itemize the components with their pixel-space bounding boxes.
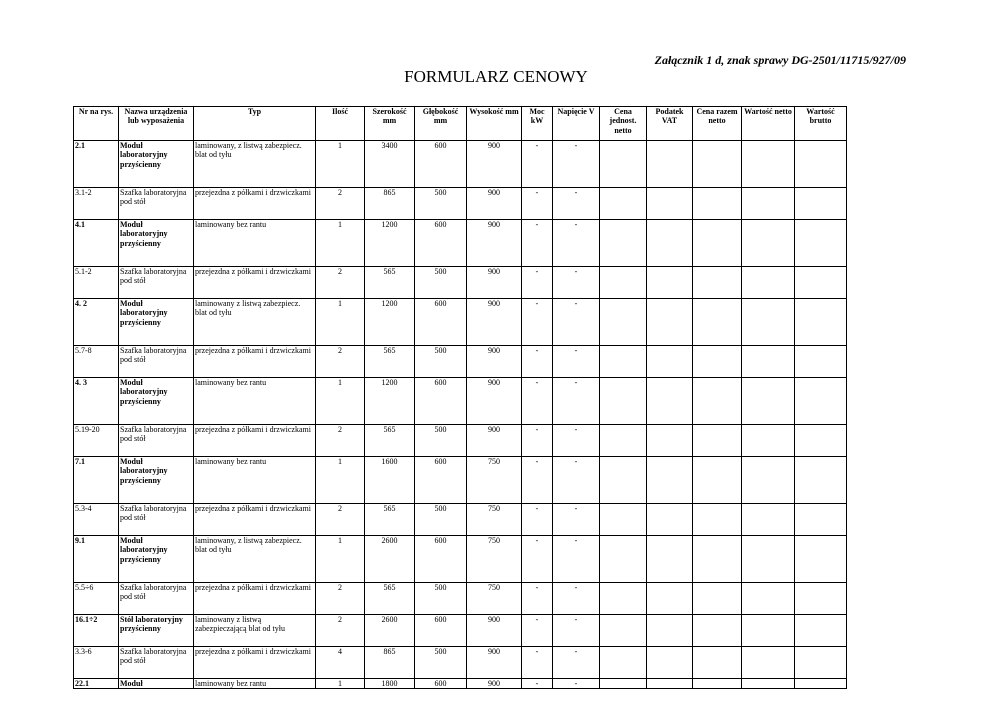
item-type-cell: laminowany z listwą zabezpieczającą blat od tyłu: [194, 615, 316, 647]
unit-price-cell[interactable]: [600, 378, 647, 425]
item-name-cell: Moduł laboratoryjny przyścienny: [119, 141, 194, 188]
row-number-cell: 4. 2: [74, 299, 119, 346]
value-net-cell[interactable]: [742, 679, 795, 689]
width-cell: 2600: [365, 615, 415, 647]
price-form-table: [73, 106, 847, 689]
table-row: [74, 346, 847, 378]
width-cell: 565: [365, 425, 415, 457]
value-net-cell[interactable]: [742, 583, 795, 615]
value-gross-cell[interactable]: [795, 425, 847, 457]
quantity-cell: 2: [316, 346, 365, 378]
item-type-cell: laminowany bez rantu: [194, 378, 316, 425]
row-number-cell: 7.1: [74, 457, 119, 504]
voltage-cell: -: [553, 583, 600, 615]
item-name-cell: Szafka laboratoryjna pod stół: [119, 583, 194, 615]
power-cell: -: [522, 536, 553, 583]
row-number-cell: 2.1: [74, 141, 119, 188]
height-cell: 900: [467, 220, 522, 267]
table-header-row: [74, 107, 847, 141]
unit-price-cell[interactable]: [600, 188, 647, 220]
quantity-cell: 1: [316, 536, 365, 583]
quantity-cell: 1: [316, 141, 365, 188]
col-ilosc-header: Ilość: [316, 107, 365, 141]
table-body: [74, 141, 847, 689]
unit-price-cell[interactable]: [600, 615, 647, 647]
row-number-cell: 4. 3: [74, 378, 119, 425]
quantity-cell: 2: [316, 425, 365, 457]
quantity-cell: 2: [316, 188, 365, 220]
depth-cell: 600: [415, 141, 467, 188]
height-cell: 900: [467, 679, 522, 689]
width-cell: 565: [365, 267, 415, 299]
table-row: [74, 141, 847, 188]
value-gross-cell[interactable]: [795, 615, 847, 647]
depth-cell: 500: [415, 346, 467, 378]
row-number-cell: 9.1: [74, 536, 119, 583]
quantity-cell: 1: [316, 378, 365, 425]
row-number-cell: 5.5÷6: [74, 583, 119, 615]
col-napiecie-header: Napięcie V: [553, 107, 600, 141]
col-nr-header: Nr na rys.: [74, 107, 119, 141]
item-name-cell: Moduł laboratoryjny przyścienny: [119, 536, 194, 583]
col-cena-jedn-header: Cena jednost. netto: [600, 107, 647, 141]
table-row: [74, 504, 847, 536]
total-net-cell[interactable]: [693, 299, 742, 346]
voltage-cell: -: [553, 188, 600, 220]
depth-cell: 500: [415, 583, 467, 615]
vat-cell[interactable]: [647, 536, 693, 583]
height-cell: 750: [467, 504, 522, 536]
height-cell: 900: [467, 647, 522, 679]
vat-cell[interactable]: [647, 647, 693, 679]
vat-cell[interactable]: [647, 504, 693, 536]
value-net-cell[interactable]: [742, 188, 795, 220]
total-net-cell[interactable]: [693, 425, 742, 457]
value-net-cell[interactable]: [742, 615, 795, 647]
depth-cell: 600: [415, 615, 467, 647]
height-cell: 750: [467, 583, 522, 615]
total-net-cell[interactable]: [693, 346, 742, 378]
power-cell: -: [522, 378, 553, 425]
col-cena-razem-header: Cena razem netto: [693, 107, 742, 141]
col-szerokosc-header: Szerokość mm: [365, 107, 415, 141]
table-row: [74, 267, 847, 299]
value-net-cell[interactable]: [742, 536, 795, 583]
voltage-cell: -: [553, 679, 600, 689]
quantity-cell: 1: [316, 457, 365, 504]
depth-cell: 500: [415, 267, 467, 299]
row-number-cell: 5.7-8: [74, 346, 119, 378]
col-nazwa-header: Nazwa urządzenia lub wyposażenia: [119, 107, 194, 141]
vat-cell[interactable]: [647, 378, 693, 425]
total-net-cell[interactable]: [693, 141, 742, 188]
depth-cell: 500: [415, 188, 467, 220]
col-moc-header: Moc kW: [522, 107, 553, 141]
unit-price-cell[interactable]: [600, 220, 647, 267]
row-number-cell: 5.19-20: [74, 425, 119, 457]
table-row: [74, 583, 847, 615]
table-row: [74, 299, 847, 346]
height-cell: 900: [467, 141, 522, 188]
item-name-cell: Moduł laboratoryjny przyścienny: [119, 457, 194, 504]
value-gross-cell[interactable]: [795, 504, 847, 536]
height-cell: 750: [467, 457, 522, 504]
table-row: [74, 220, 847, 267]
vat-cell[interactable]: [647, 425, 693, 457]
width-cell: 3400: [365, 141, 415, 188]
unit-price-cell[interactable]: [600, 425, 647, 457]
total-net-cell[interactable]: [693, 583, 742, 615]
item-name-cell: Moduł laboratoryjny przyścienny: [119, 299, 194, 346]
item-name-cell: Moduł: [119, 679, 194, 689]
item-name-cell: Szafka laboratoryjna pod stół: [119, 504, 194, 536]
vat-cell[interactable]: [647, 188, 693, 220]
item-name-cell: Szafka laboratoryjna pod stół: [119, 346, 194, 378]
width-cell: 2600: [365, 536, 415, 583]
voltage-cell: -: [553, 346, 600, 378]
table-row: [74, 378, 847, 425]
item-name-cell: Szafka laboratoryjna pod stół: [119, 188, 194, 220]
depth-cell: 600: [415, 536, 467, 583]
voltage-cell: -: [553, 378, 600, 425]
row-number-cell: 22.1: [74, 679, 119, 689]
quantity-cell: 4: [316, 647, 365, 679]
total-net-cell[interactable]: [693, 267, 742, 299]
value-gross-cell[interactable]: [795, 536, 847, 583]
power-cell: -: [522, 647, 553, 679]
power-cell: -: [522, 679, 553, 689]
value-net-cell[interactable]: [742, 647, 795, 679]
item-name-cell: Szafka laboratoryjna pod stół: [119, 647, 194, 679]
col-wartosc-brutto-header: Wartość brutto: [795, 107, 847, 141]
col-typ-header: Typ: [194, 107, 316, 141]
voltage-cell: -: [553, 647, 600, 679]
voltage-cell: -: [553, 615, 600, 647]
table-row: [74, 425, 847, 457]
voltage-cell: -: [553, 220, 600, 267]
total-net-cell[interactable]: [693, 378, 742, 425]
item-name-cell: Moduł laboratoryjny przyścienny: [119, 220, 194, 267]
table-row: [74, 679, 847, 689]
vat-cell[interactable]: [647, 220, 693, 267]
width-cell: 1600: [365, 457, 415, 504]
power-cell: -: [522, 615, 553, 647]
col-wartosc-netto-header: Wartość netto: [742, 107, 795, 141]
total-net-cell[interactable]: [693, 647, 742, 679]
depth-cell: 600: [415, 679, 467, 689]
unit-price-cell[interactable]: [600, 299, 647, 346]
col-glebokosc-header: Głębokość mm: [415, 107, 467, 141]
height-cell: 900: [467, 615, 522, 647]
value-gross-cell[interactable]: [795, 583, 847, 615]
vat-cell[interactable]: [647, 141, 693, 188]
power-cell: -: [522, 425, 553, 457]
power-cell: -: [522, 141, 553, 188]
vat-cell[interactable]: [647, 679, 693, 689]
item-type-cell: przejezdna z półkami i drzwiczkami: [194, 188, 316, 220]
voltage-cell: -: [553, 457, 600, 504]
height-cell: 900: [467, 378, 522, 425]
quantity-cell: 2: [316, 615, 365, 647]
item-type-cell: przejezdna z półkami i drzwiczkami: [194, 647, 316, 679]
unit-price-cell[interactable]: [600, 141, 647, 188]
power-cell: -: [522, 457, 553, 504]
value-net-cell[interactable]: [742, 220, 795, 267]
total-net-cell[interactable]: [693, 504, 742, 536]
quantity-cell: 2: [316, 504, 365, 536]
voltage-cell: -: [553, 504, 600, 536]
unit-price-cell[interactable]: [600, 679, 647, 689]
value-gross-cell[interactable]: [795, 346, 847, 378]
depth-cell: 600: [415, 378, 467, 425]
item-type-cell: przejezdna z półkami i drzwiczkami: [194, 504, 316, 536]
height-cell: 900: [467, 188, 522, 220]
power-cell: -: [522, 346, 553, 378]
item-type-cell: laminowany bez rantu: [194, 220, 316, 267]
value-gross-cell[interactable]: [795, 457, 847, 504]
width-cell: 565: [365, 346, 415, 378]
table-row: [74, 647, 847, 679]
vat-cell[interactable]: [647, 457, 693, 504]
power-cell: -: [522, 299, 553, 346]
unit-price-cell[interactable]: [600, 457, 647, 504]
width-cell: 565: [365, 583, 415, 615]
value-net-cell[interactable]: [742, 346, 795, 378]
table-row: [74, 188, 847, 220]
item-name-cell: Szafka laboratoryjna pod stół: [119, 425, 194, 457]
depth-cell: 500: [415, 504, 467, 536]
quantity-cell: 2: [316, 583, 365, 615]
row-number-cell: 5.3-4: [74, 504, 119, 536]
item-type-cell: laminowany z listwą zabezpiecz. blat od tyłu: [194, 299, 316, 346]
depth-cell: 600: [415, 457, 467, 504]
width-cell: 865: [365, 647, 415, 679]
height-cell: 750: [467, 536, 522, 583]
vat-cell[interactable]: [647, 267, 693, 299]
value-gross-cell[interactable]: [795, 141, 847, 188]
voltage-cell: -: [553, 299, 600, 346]
vat-cell[interactable]: [647, 615, 693, 647]
depth-cell: 600: [415, 220, 467, 267]
width-cell: 1200: [365, 220, 415, 267]
item-name-cell: Stół laboratoryjny przyścienny: [119, 615, 194, 647]
vat-cell[interactable]: [647, 583, 693, 615]
height-cell: 900: [467, 425, 522, 457]
quantity-cell: 1: [316, 679, 365, 689]
item-type-cell: laminowany bez rantu: [194, 679, 316, 689]
col-wysokosc-header: Wysokość mm: [467, 107, 522, 141]
item-name-cell: Moduł laboratoryjny przyścienny: [119, 378, 194, 425]
item-type-cell: laminowany bez rantu: [194, 457, 316, 504]
item-name-cell: Szafka laboratoryjna pod stół: [119, 267, 194, 299]
power-cell: -: [522, 583, 553, 615]
item-type-cell: przejezdna z półkami i drzwiczkami: [194, 267, 316, 299]
height-cell: 900: [467, 346, 522, 378]
vat-cell[interactable]: [647, 299, 693, 346]
page-title: FORMULARZ CENOWY: [404, 67, 588, 86]
unit-price-cell[interactable]: [600, 346, 647, 378]
power-cell: -: [522, 188, 553, 220]
voltage-cell: -: [553, 425, 600, 457]
table-row: [74, 457, 847, 504]
width-cell: 865: [365, 188, 415, 220]
value-gross-cell[interactable]: [795, 220, 847, 267]
total-net-cell[interactable]: [693, 188, 742, 220]
value-net-cell[interactable]: [742, 141, 795, 188]
total-net-cell[interactable]: [693, 457, 742, 504]
value-net-cell[interactable]: [742, 267, 795, 299]
row-number-cell: 16.1÷2: [74, 615, 119, 647]
total-net-cell[interactable]: [693, 220, 742, 267]
unit-price-cell[interactable]: [600, 504, 647, 536]
unit-price-cell[interactable]: [600, 536, 647, 583]
value-gross-cell[interactable]: [795, 679, 847, 689]
total-net-cell[interactable]: [693, 615, 742, 647]
width-cell: 565: [365, 504, 415, 536]
col-vat-header: Podatek VAT: [647, 107, 693, 141]
value-gross-cell[interactable]: [795, 647, 847, 679]
value-gross-cell[interactable]: [795, 267, 847, 299]
value-gross-cell[interactable]: [795, 188, 847, 220]
value-net-cell[interactable]: [742, 378, 795, 425]
value-net-cell[interactable]: [742, 457, 795, 504]
unit-price-cell[interactable]: [600, 267, 647, 299]
item-type-cell: przejezdna z półkami i drzwiczkami: [194, 425, 316, 457]
value-net-cell[interactable]: [742, 425, 795, 457]
voltage-cell: -: [553, 267, 600, 299]
row-number-cell: 4.1: [74, 220, 119, 267]
height-cell: 900: [467, 299, 522, 346]
item-type-cell: przejezdna z półkami i drzwiczkami: [194, 346, 316, 378]
total-net-cell[interactable]: [693, 536, 742, 583]
table-row: [74, 615, 847, 647]
value-net-cell[interactable]: [742, 299, 795, 346]
item-type-cell: laminowany, z listwą zabezpiecz. blat od tyłu: [194, 141, 316, 188]
unit-price-cell[interactable]: [600, 647, 647, 679]
unit-price-cell[interactable]: [600, 583, 647, 615]
total-net-cell[interactable]: [693, 679, 742, 689]
document-reference: Załącznik 1 d, znak sprawy DG-2501/11715/927/09: [654, 53, 906, 67]
value-gross-cell[interactable]: [795, 378, 847, 425]
power-cell: -: [522, 220, 553, 267]
value-gross-cell[interactable]: [795, 299, 847, 346]
quantity-cell: 1: [316, 299, 365, 346]
quantity-cell: 2: [316, 267, 365, 299]
item-type-cell: laminowany, z listwą zabezpiecz. blat od tyłu: [194, 536, 316, 583]
depth-cell: 500: [415, 647, 467, 679]
voltage-cell: -: [553, 141, 600, 188]
width-cell: 1200: [365, 299, 415, 346]
quantity-cell: 1: [316, 220, 365, 267]
voltage-cell: -: [553, 536, 600, 583]
depth-cell: 600: [415, 299, 467, 346]
row-number-cell: 3.1-2: [74, 188, 119, 220]
row-number-cell: 5.1-2: [74, 267, 119, 299]
width-cell: 1800: [365, 679, 415, 689]
depth-cell: 500: [415, 425, 467, 457]
row-number-cell: 3.3-6: [74, 647, 119, 679]
height-cell: 900: [467, 267, 522, 299]
table-row: [74, 536, 847, 583]
value-net-cell[interactable]: [742, 504, 795, 536]
vat-cell[interactable]: [647, 346, 693, 378]
power-cell: -: [522, 504, 553, 536]
width-cell: 1200: [365, 378, 415, 425]
power-cell: -: [522, 267, 553, 299]
item-type-cell: przejezdna z półkami i drzwiczkami: [194, 583, 316, 615]
